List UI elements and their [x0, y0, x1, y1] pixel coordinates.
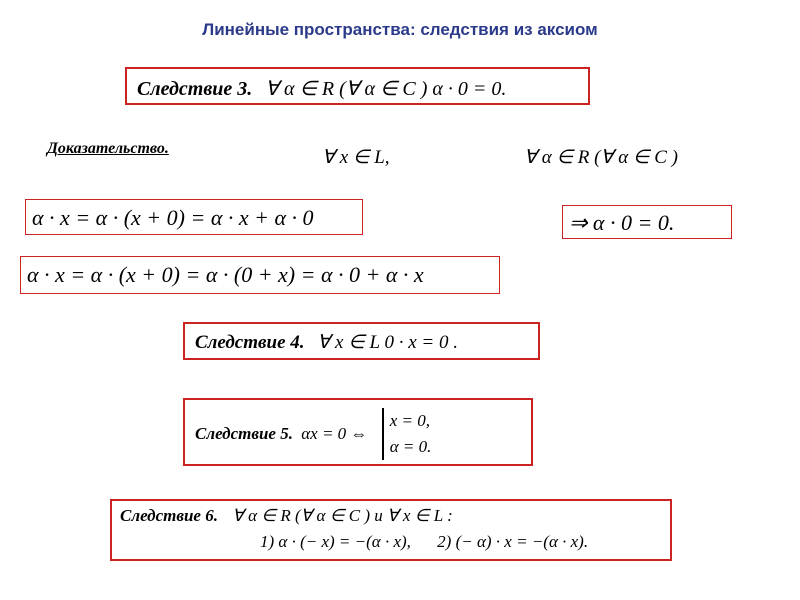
- proof-equation-1: [25, 199, 363, 235]
- proof-label: Доказательство.: [47, 140, 169, 157]
- corollary-5-label: Следствие 5.: [195, 424, 293, 443]
- corollary-3-formula: ∀ α ∈ R (∀ α ∈ C ) α · 0 = 0.: [265, 78, 507, 100]
- corollary-6-formula: ∀ α ∈ R (∀ α ∈ C ) и ∀ x ∈ L :: [232, 506, 453, 525]
- corollary-5-case-1: x = 0,: [389, 411, 430, 430]
- corollary-5-case-2: α = 0.: [389, 437, 432, 456]
- corollary-6-item-1: 1) α · (− x) = −(α · x),: [260, 532, 411, 551]
- proof-equation-2-text: α · x = α · (x + 0) = α · (0 + x) = α · 0 + α · x: [27, 262, 424, 287]
- corollary-6-box: [110, 499, 672, 561]
- corollary-5-formula: αx = 0 ⇔: [301, 424, 368, 443]
- corollary-3-label: Следствие 3.: [137, 78, 253, 100]
- proof-quantifier-x: ∀ x ∈ L,: [322, 147, 390, 168]
- corollary-3-box: [125, 67, 590, 105]
- proof-equation-1-text: α · x = α · (x + 0) = α · x + α · 0: [32, 205, 314, 230]
- proof-quantifier-alpha: ∀ α ∈ R (∀ α ∈ C ): [524, 147, 678, 168]
- corollary-6-item-2: 2) (− α) · x = −(α · x).: [437, 532, 589, 551]
- corollary-4-label: Следствие 4.: [195, 332, 305, 353]
- page-title: Линейные пространства: следствия из аксиом: [202, 20, 598, 39]
- proof-equation-2: [20, 256, 500, 294]
- corollary-6-label: Следствие 6.: [120, 506, 218, 525]
- corollary-5-cases: [382, 408, 432, 460]
- corollary-5-box: [183, 398, 533, 466]
- corollary-4-box: [183, 322, 540, 360]
- proof-implication: [562, 205, 732, 239]
- corollary-4-formula: ∀ x ∈ L 0 · x = 0 .: [317, 332, 458, 353]
- proof-implication-text: ⇒ α · 0 = 0.: [569, 210, 675, 235]
